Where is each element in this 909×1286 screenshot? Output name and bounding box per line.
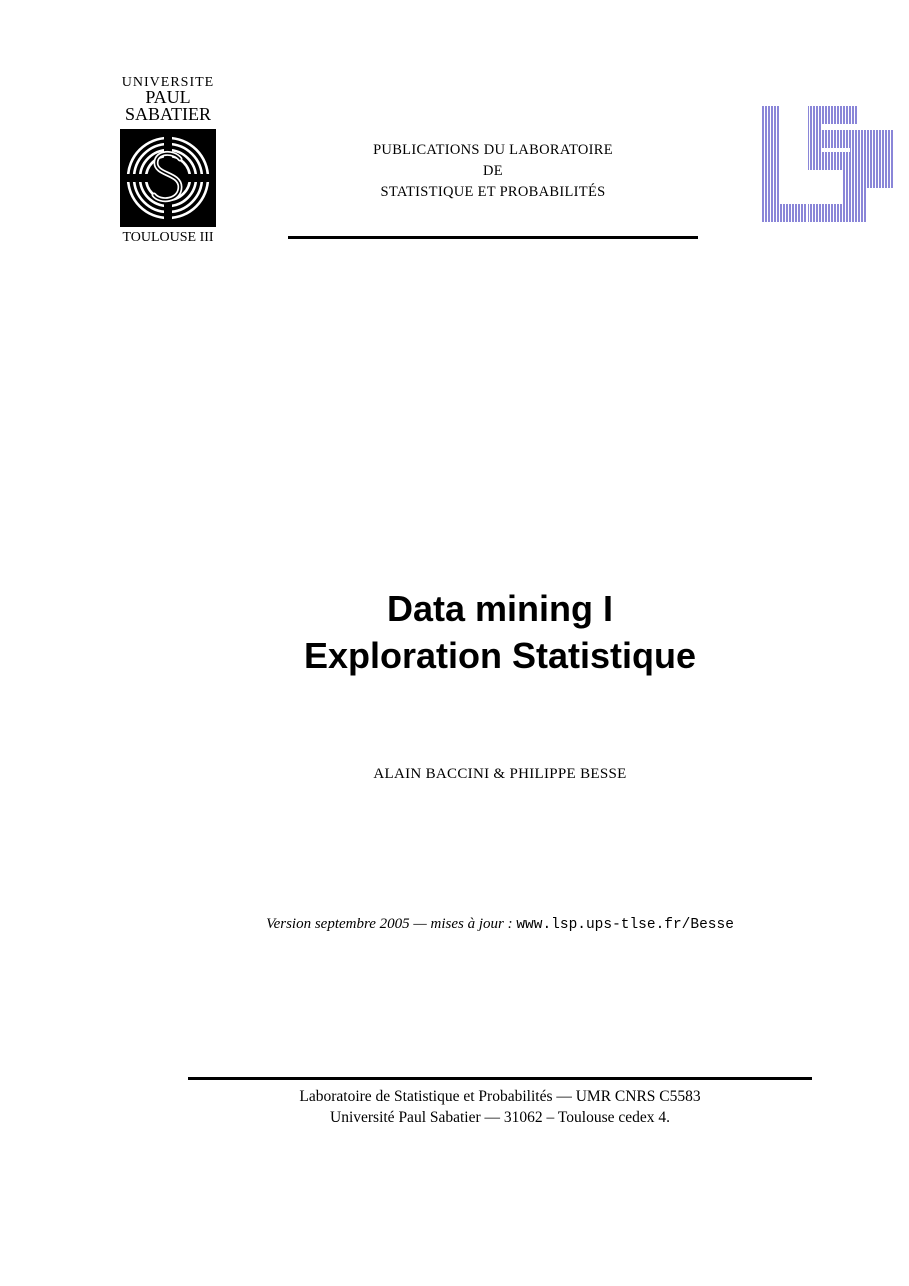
header-divider bbox=[288, 236, 698, 239]
footer-line2: Université Paul Sabatier — 31062 – Toulouse cedex 4. bbox=[330, 1109, 670, 1126]
title-line2: Exploration Statistique bbox=[303, 635, 697, 676]
university-logo-line3: SABATIER bbox=[124, 104, 211, 124]
version-line bbox=[150, 916, 850, 933]
lsp-logo-icon bbox=[762, 106, 894, 224]
university-logo-line2: PAUL bbox=[145, 87, 191, 107]
header-line2: DE bbox=[483, 163, 503, 179]
university-logo-line1: UNIVERSITE bbox=[121, 75, 215, 90]
authors: ALAIN BACCINI & PHILIPPE BESSE bbox=[373, 766, 627, 782]
document-title bbox=[200, 585, 800, 679]
footer-divider bbox=[188, 1077, 812, 1080]
university-logo-line4: TOULOUSE III bbox=[122, 230, 214, 245]
version-url-link[interactable]: www.lsp.ups-tlse.fr/Besse bbox=[516, 917, 734, 933]
footer-line1: Laboratoire de Statistique et Probabilités — UMR CNRS C5583 bbox=[299, 1088, 701, 1105]
university-logo bbox=[116, 74, 220, 248]
header-line3: STATISTIQUE ET PROBABILITÉS bbox=[380, 184, 606, 200]
university-emblem-icon bbox=[120, 129, 216, 227]
footer bbox=[188, 1086, 812, 1128]
header-line1: PUBLICATIONS DU LABORATOIRE bbox=[373, 142, 613, 158]
title-line1: Data mining I bbox=[386, 588, 614, 629]
version-text: Version septembre 2005 — mises à jour : bbox=[266, 916, 517, 932]
publication-header bbox=[288, 140, 698, 203]
